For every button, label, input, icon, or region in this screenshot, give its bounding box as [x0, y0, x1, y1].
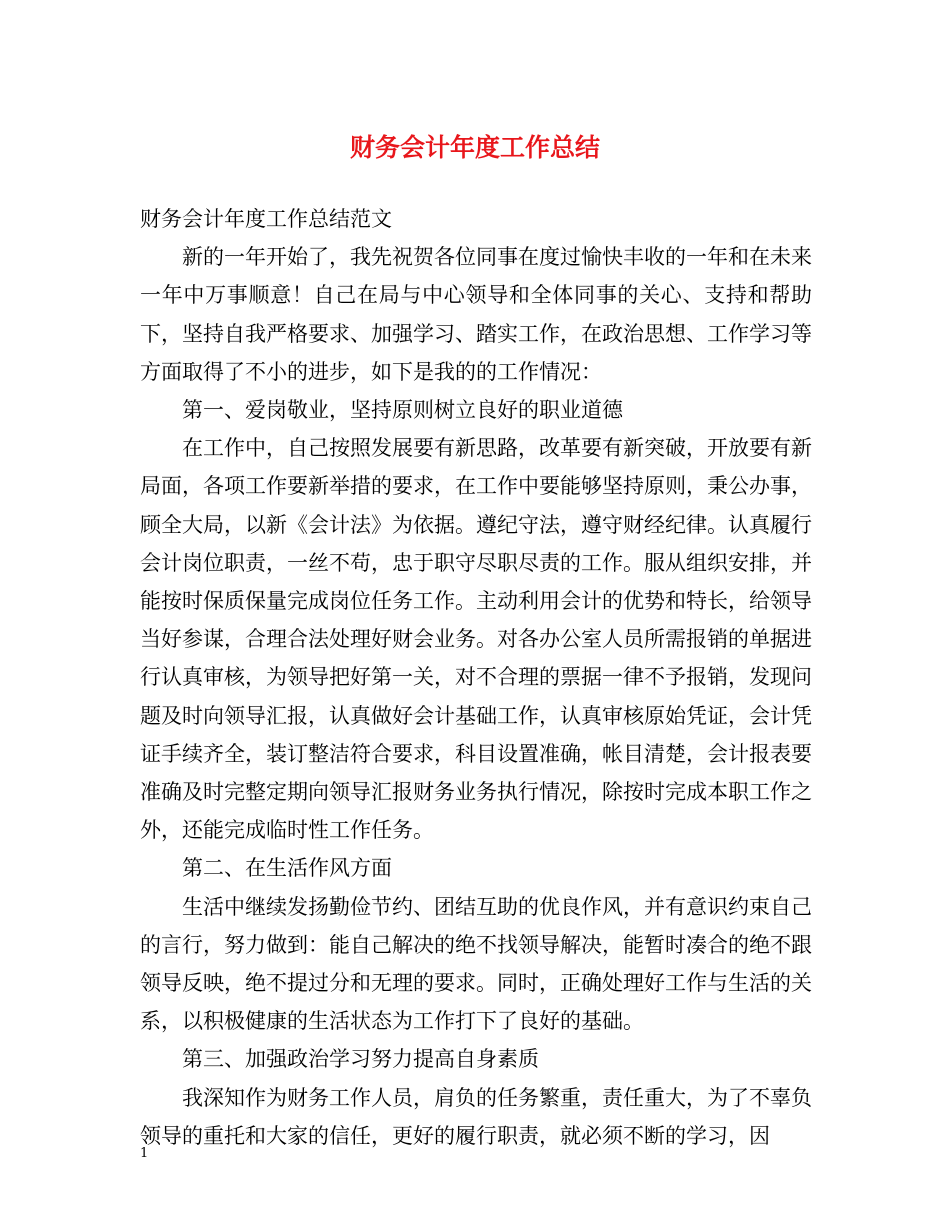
- page-number: 1: [140, 1146, 149, 1161]
- section-heading-1: 第一、爱岗敬业，坚持原则树立良好的职业道德: [182, 398, 623, 423]
- document-subtitle: 财务会计年度工作总结范文: [140, 207, 392, 231]
- document-body: [140, 200, 812, 1155]
- paragraph-section-3: 我深知作为财务工作人员，肩负的任务繁重，责任重大，为了不辜负领导的重托和大家的信任，更好的履行职责，就必须不断的学习，因: [140, 1085, 812, 1148]
- paragraph-section-1: 在工作中，自己按照发展要有新思路，改革要有新突破，开放要有新局面，各项工作要新举措的要求，在工作中要能够坚持原则，秉公办事，顾全大局，以新《会计法》为依据。遵纪守法，遵守财经纪律。认真履行会计岗位职责，一丝不苟，忠于职守尽职尽责的工作。服从组织安排，并能按时保质保量完成岗位任务工作。主动利用会计的优势和特长，给领导当好参谋，合理合法处理好财会业务。对各办公室人员所需报销的单据进行认真审核，为领导把好第一关，对不合理的票据一律不予报销，发现问题及时向领导汇报，认真做好会计基础工作，认真审核原始凭证，会计凭证手续齐全，装订整洁符合要求，科目设置准确，帐目清楚，会计报表要准确及时完整定期向领导汇报财务业务执行情况，除按时完成本职工作之外，还能完成临时性工作任务。: [140, 436, 812, 843]
- paragraph-intro: 新的一年开始了，我先祝贺各位同事在度过愉快丰收的一年和在未来一年中万事顺意！自己在局与中心领导和全体同事的关心、支持和帮助下，坚持自我严格要求、加强学习、踏实工作，在政治思想、工作学习等方面取得了不小的进步，如下是我的的工作情况：: [140, 245, 812, 384]
- section-heading-3: 第三、加强政治学习努力提高自身素质: [182, 1047, 539, 1072]
- document-title: 财务会计年度工作总结: [349, 133, 600, 162]
- paragraph-section-2: 生活中继续发扬勤俭节约、团结互助的优良作风，并有意识约束自己的言行，努力做到：能自己解决的绝不找领导解决，能暂时凑合的绝不跟领导反映，绝不提过分和无理的要求。同时，正确处理好工作与生活的关系，以积极健康的生活状态为工作打下了良好的基础。: [140, 894, 812, 1034]
- section-heading-2: 第二、在生活作风方面: [182, 856, 392, 881]
